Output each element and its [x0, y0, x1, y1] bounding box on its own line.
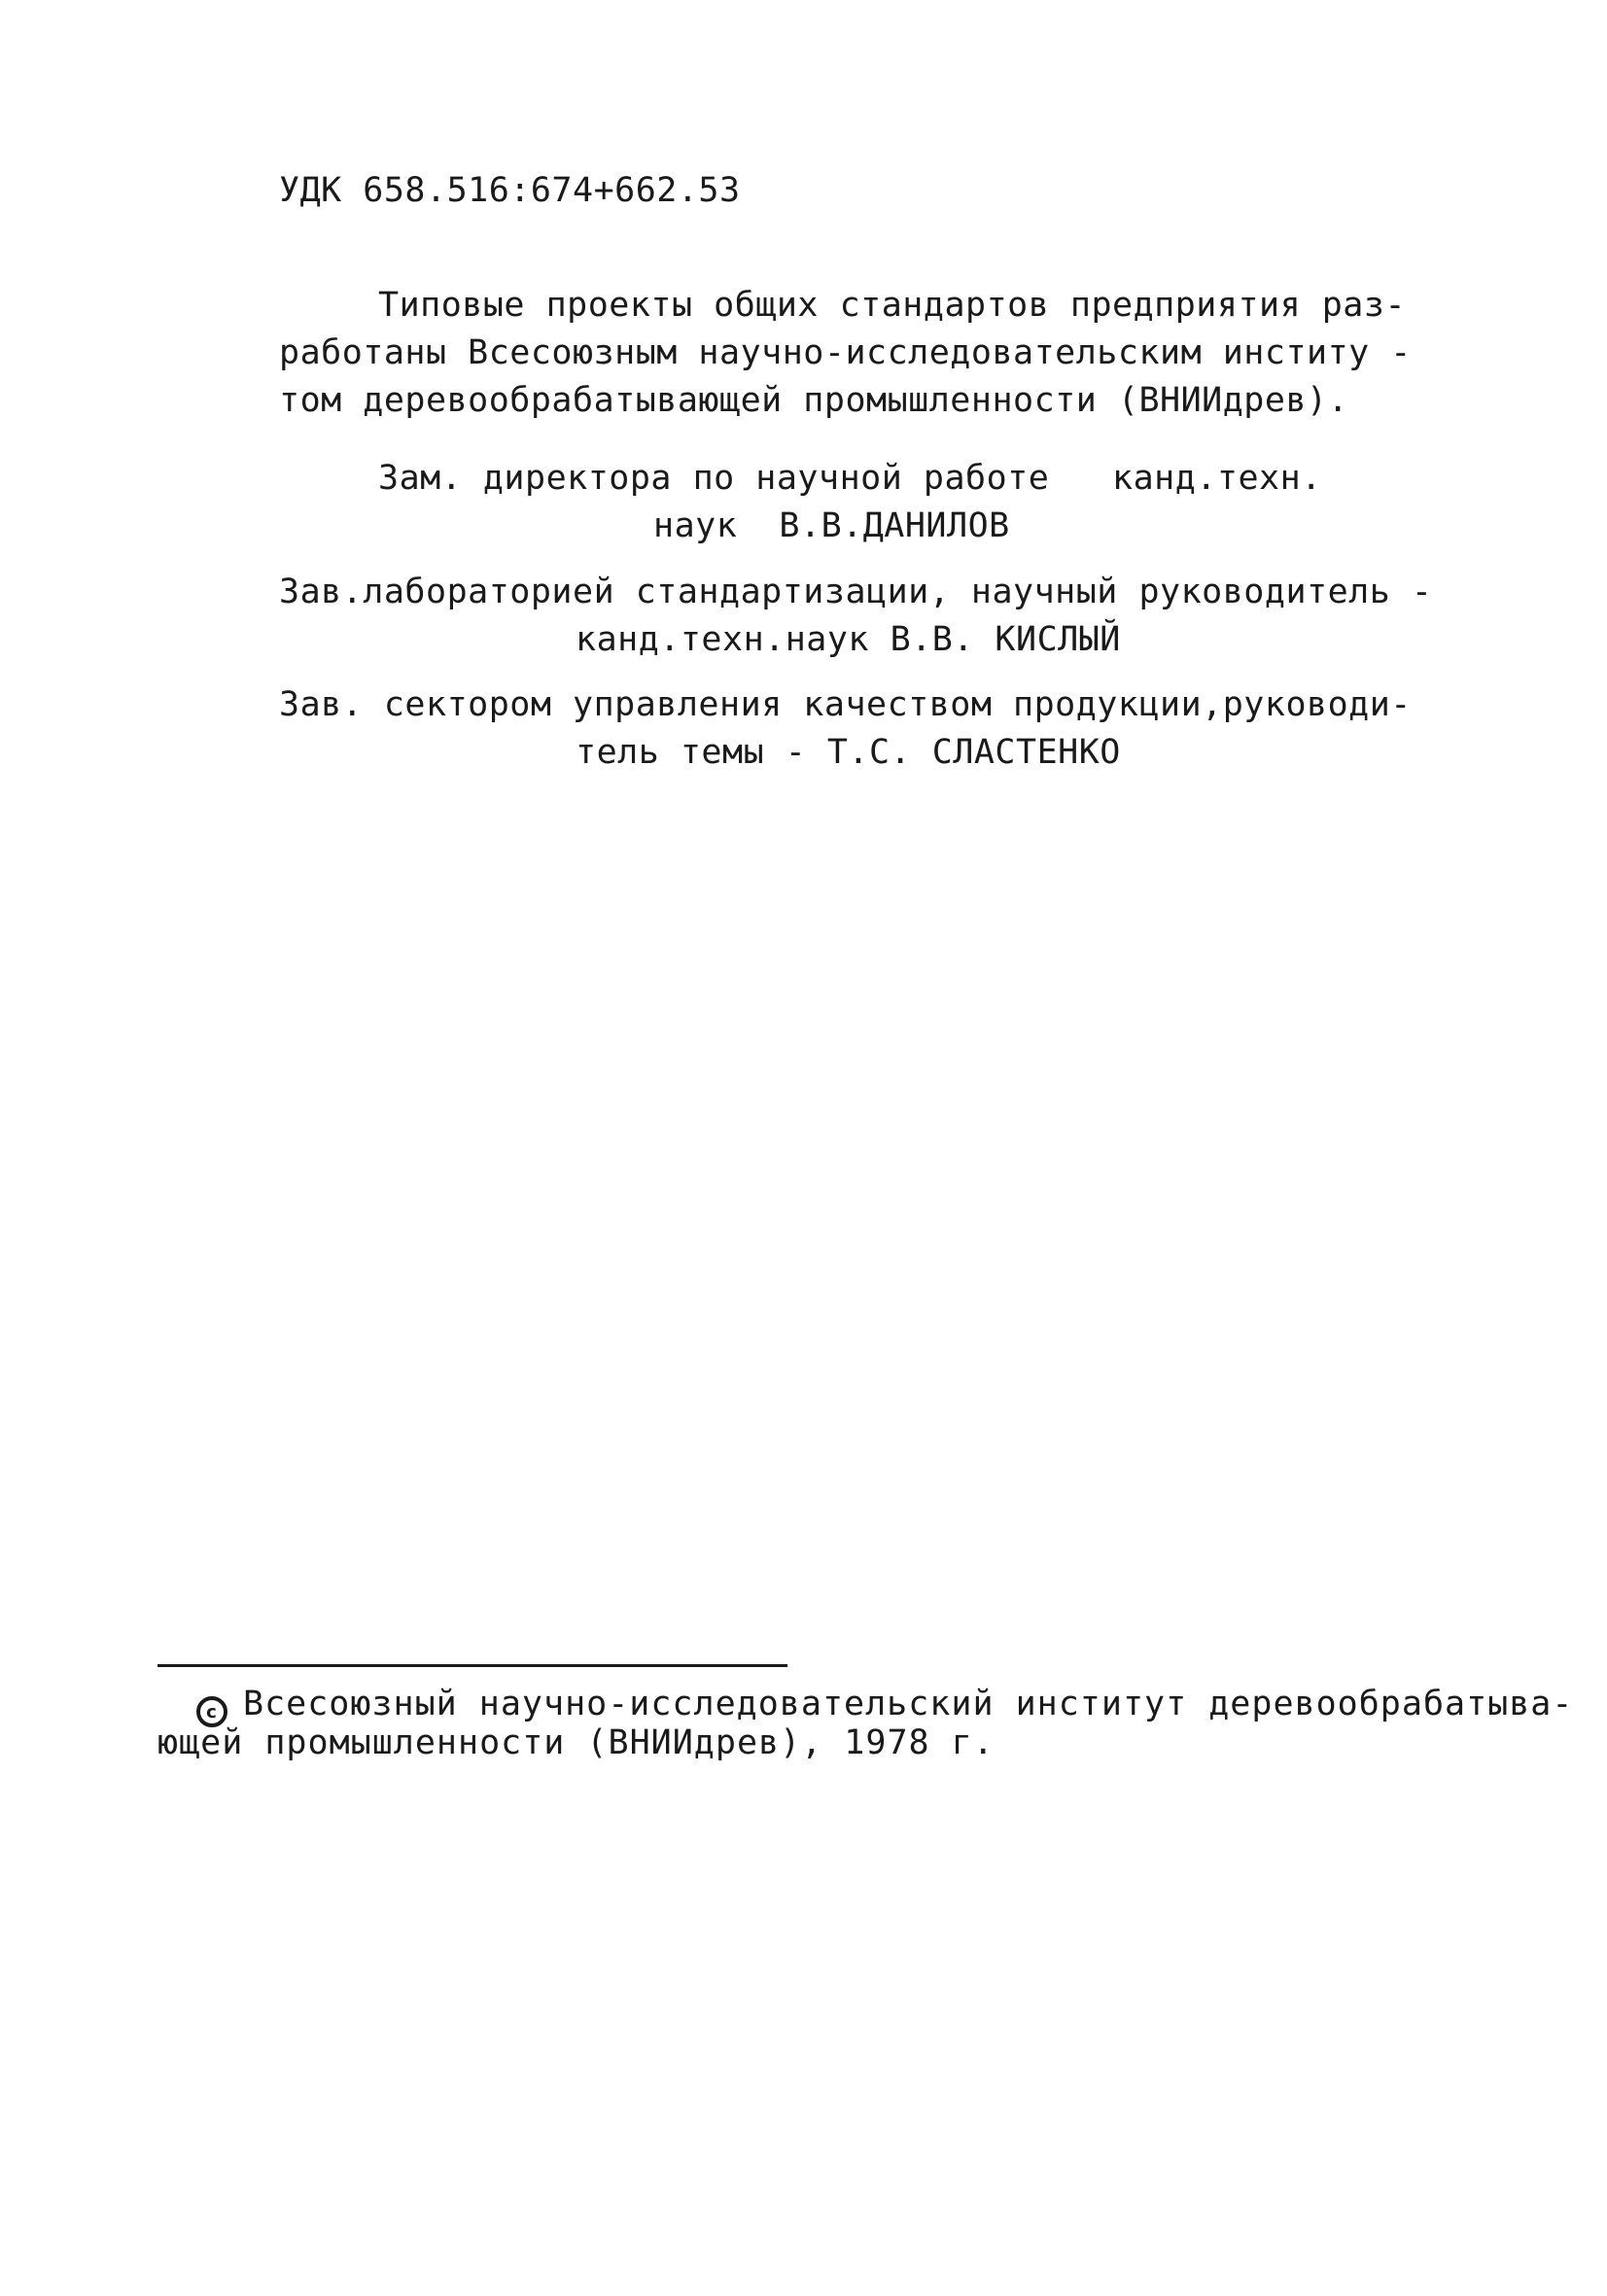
- author-name: наук В.В.ДАНИЛОВ: [653, 506, 1010, 545]
- footnote-line: ющей промышленности (ВНИИдрев), 1978 г.: [157, 1723, 995, 1762]
- author-position: Зав. сектором управления качеством продукции,руководи-: [279, 685, 1412, 724]
- author-position: Зав.лабораторией стандартизации, научный руководитель -: [279, 573, 1433, 611]
- footnote-line: [196, 1685, 1573, 1727]
- intro-line: работаны Всесоюзным научно-исследовательским институ -: [279, 333, 1412, 372]
- footnote-rule: [157, 1664, 787, 1667]
- author-position: Зам. директора по научной работе канд.техн.: [378, 459, 1322, 498]
- intro-line: Типовые проекты общих стандартов предприятия раз-: [378, 286, 1407, 325]
- intro-line: том деревообрабатывающей промышленности (ВНИИдрев).: [279, 381, 1349, 420]
- udk-code: УДК 658.516:674+662.53: [279, 171, 741, 210]
- copyright-icon: c: [196, 1696, 227, 1727]
- footnote-text: Всесоюзный научно-исследовательский институт деревообрабатыва-: [243, 1685, 1574, 1723]
- author-name: канд.техн.наук В.В. КИСЛЫЙ: [576, 620, 1121, 659]
- author-name: тель темы - Т.С. СЛАСТЕНКО: [576, 733, 1121, 772]
